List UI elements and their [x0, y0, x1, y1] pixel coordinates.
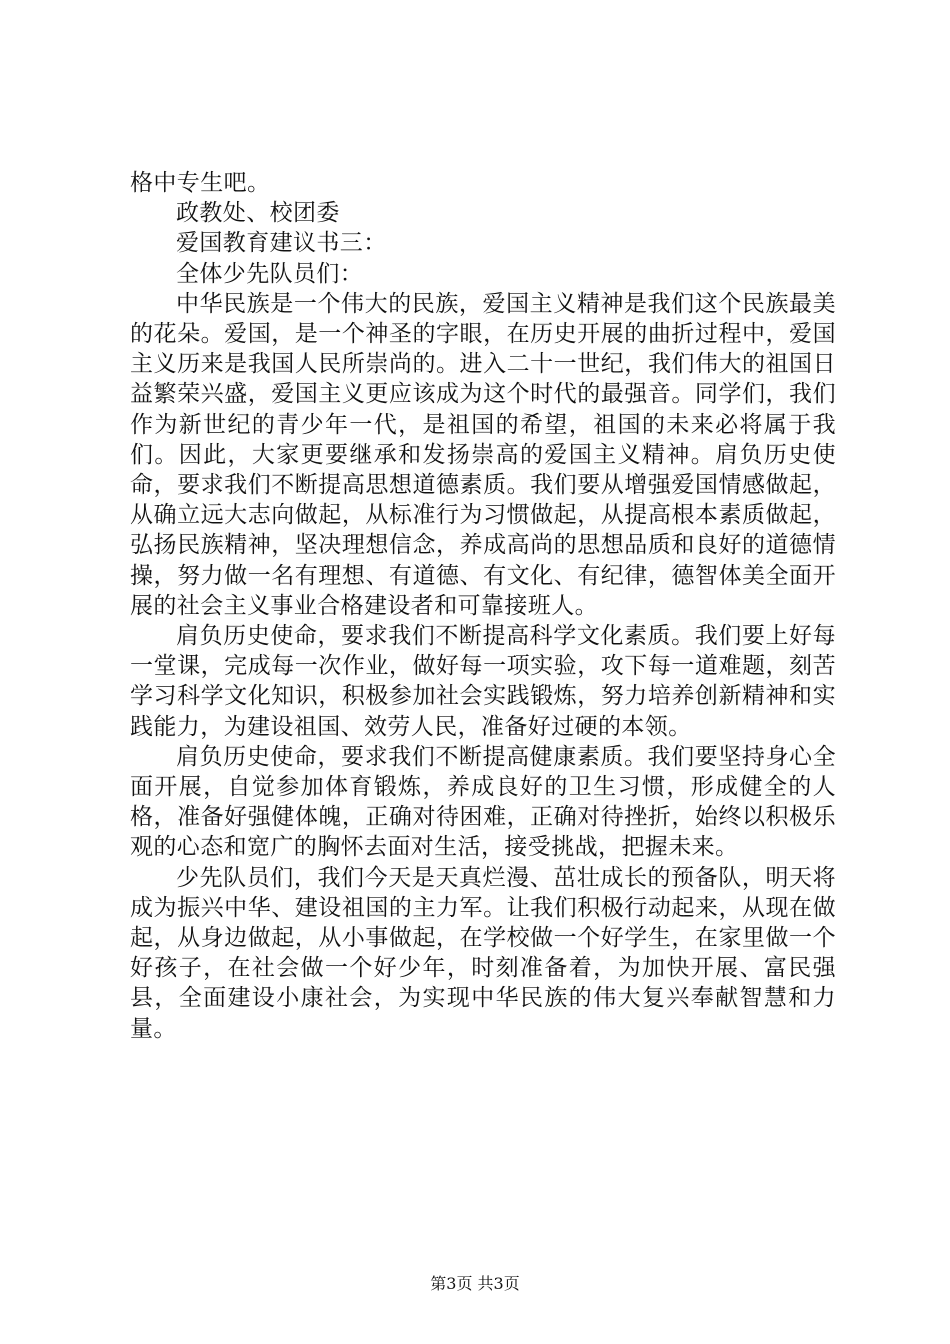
salutation: 全体少先队员们： — [176, 260, 364, 287]
paragraph: 肩负历史使命，要求我们不断提高健康素质。我们要坚持身心全面开展，自觉参加体育锻炼，养成良好的卫生习惯，形成健全的人格，准备好强健体魄，正确对待困难，正确对待挫折，始终以积极乐观的心态和宽广的胸怀去面对生活，接受挑战，把握未来。 — [130, 743, 836, 861]
paragraph-continuation: 格中专生吧。 — [130, 170, 271, 196]
section-heading: 爱国教育建议书三： — [176, 230, 387, 257]
paragraph: 少先队员们，我们今天是天真烂漫、茁壮成长的预备队，明天将成为振兴中华、建设祖国的主力军。让我们积极行动起来，从现在做起，从身边做起，从小事做起，在学校做一个好学生，在家里做一个好孩子，在社会做一个好少年，时刻准备着，为加快开展、富民强县，全面建设小康社会，为实现中华民族的伟大复兴奉献智慧和力量。 — [130, 864, 836, 1042]
paragraph: 肩负历史使命，要求我们不断提高科学文化素质。我们要上好每一堂课，完成每一次作业，做好每一项实验，攻下每一道难题，刻苦学习科学文化知识，积极参加社会实践锻炼，努力培养创新精神和实践能力，为建设祖国、效劳人民，准备好过硬的本领。 — [130, 623, 836, 740]
page-number-footer: 第3页 共3页 — [430, 1274, 520, 1293]
signature-line: 政教处、校团委 — [176, 200, 340, 227]
paragraph: 中华民族是一个伟大的民族，爱国主义精神是我们这个民族最美的花朵。爱国，是一个神圣的字眼，在历史开展的曲折过程中，爱国主义历来是我国人民所崇尚的。进入二十一世纪，我们伟大的祖国日益繁荣兴盛，爱国主义更应该成为这个时代的最强音。同学们，我们作为新世纪的青少年一代，是祖国的希望，祖国的未来必将属于我们。因此，大家更要继承和发扬崇高的爱国主义精神。肩负历史使命，要求我们不断提高思想道德素质。我们要从增强爱国情感做起，从确立远大志向做起，从标准行为习惯做起，从提高根本素质做起，弘扬民族精神，坚决理想信念，养成高尚的思想品质和良好的道德情操，努力做一名有理想、有道德、有文化、有纪律，德智体美全面开展的社会主义事业合格建设者和可靠接班人。 — [130, 290, 836, 619]
document-body — [130, 168, 836, 1044]
